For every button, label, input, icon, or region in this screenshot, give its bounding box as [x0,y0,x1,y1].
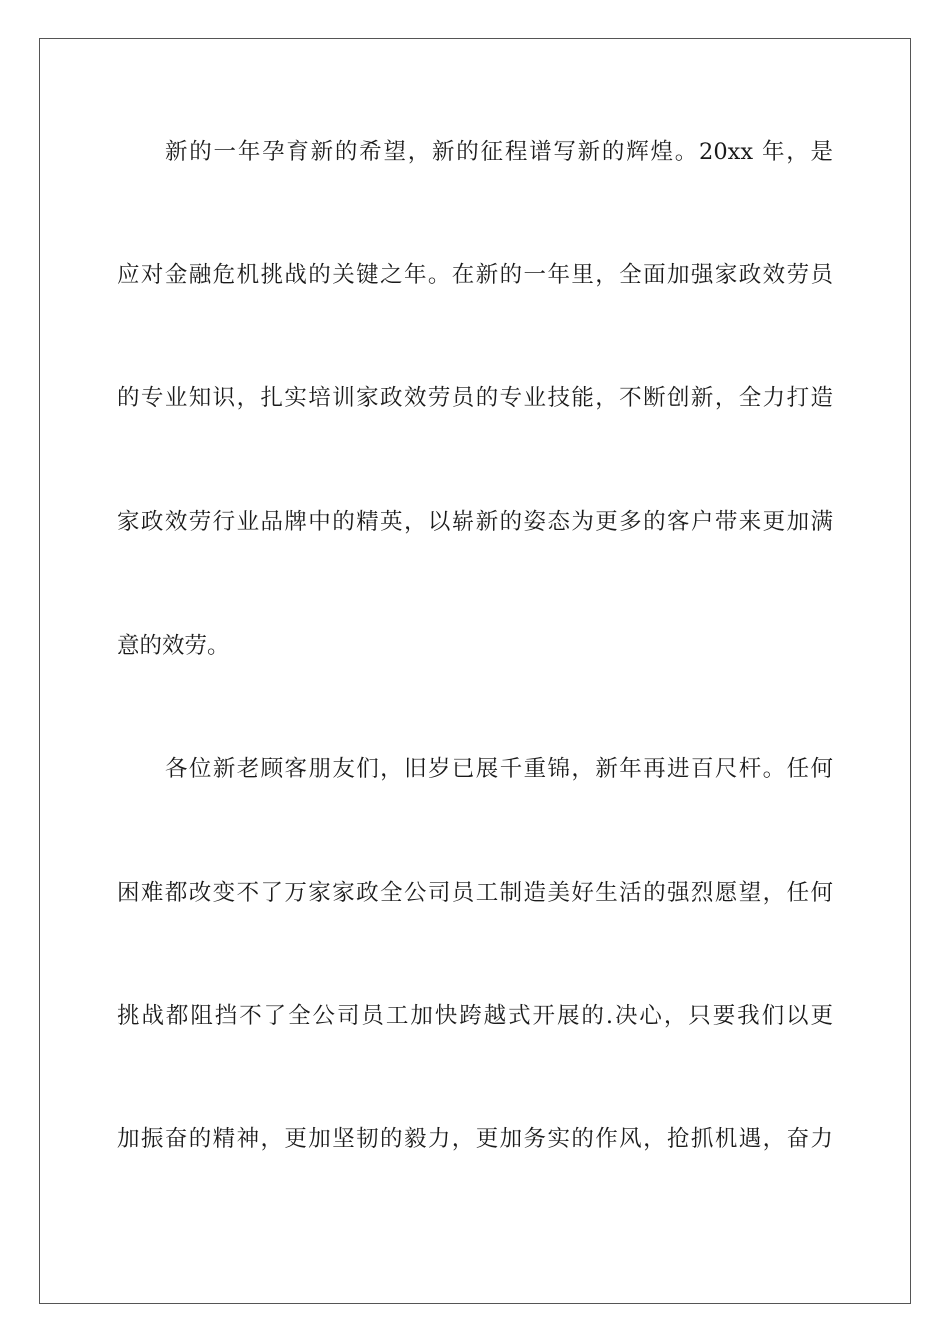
text-line: 挑战都阻挡不了全公司员工加快跨越式开展的.决心，只要我们以更 [117,1003,833,1029]
text-line: 加振奋的精神，更加坚韧的毅力，更加务实的作风，抢抓机遇，奋力 [117,1126,833,1152]
text-line: 应对金融危机挑战的关键之年。在新的一年里，全面加强家政效劳员 [117,262,833,288]
text-line: 的专业知识，扎实培训家政效劳员的专业技能，不断创新，全力打造 [117,385,833,411]
text-line: 新的一年孕育新的希望，新的征程谱写新的辉煌。20xx 年，是 [165,139,833,165]
text-line: 困难都改变不了万家家政全公司员工制造美好生活的强烈愿望，任何 [117,880,833,906]
text-line: 家政效劳行业品牌中的精英，以崭新的姿态为更多的客户带来更加满 [117,509,833,535]
text-line: 意的效劳。 [117,633,230,659]
page-border [39,38,911,1304]
text-line: 各位新老顾客朋友们，旧岁已展千重锦，新年再进百尺杆。任何 [165,756,833,782]
